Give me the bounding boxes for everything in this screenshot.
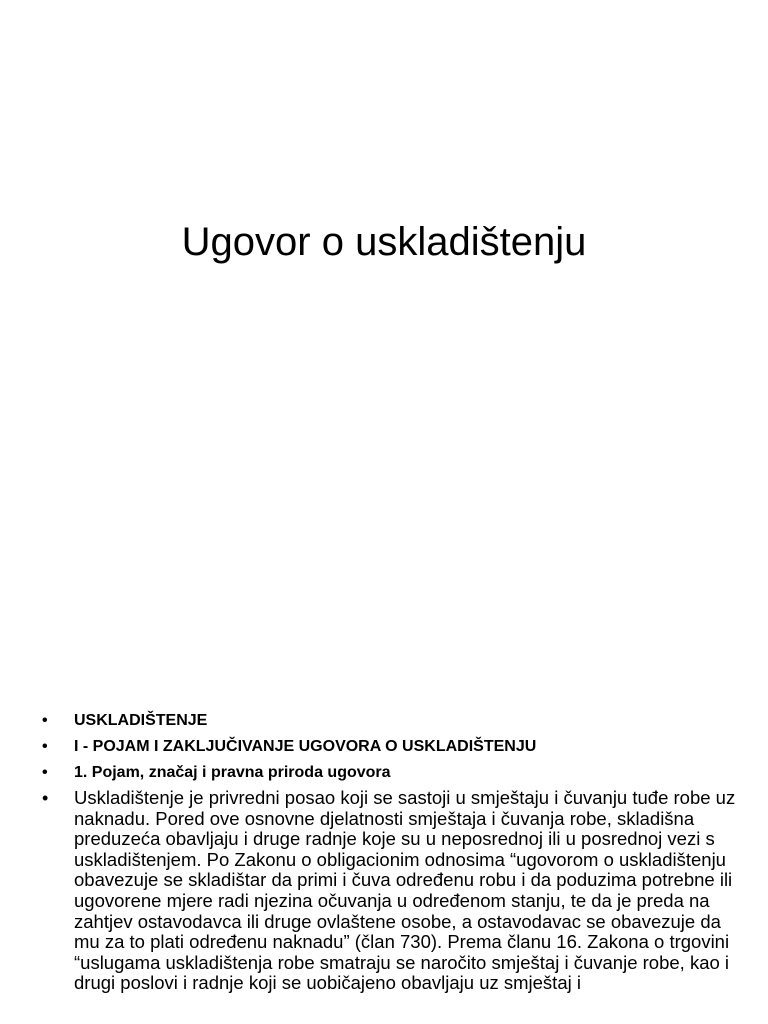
bullet-text: 1. Pojam, značaj i pravna priroda ugovora [74,764,391,781]
bullet-list [40,708,740,994]
bullet-item-subsection [40,760,740,786]
slide-title: Ugovor o uskladištenju [181,220,587,264]
bullet-item-paragraph [40,788,740,994]
bullet-text: USKLADIŠTENJE [74,712,208,729]
bullet-item-section [40,734,740,760]
bullet-text: Uskladištenje je privredni posao koji se sastoji u smještaju i čuvanju tuđe robe uz naknadu. Pored ove osnovne djelatnosti smještaja i čuvanja robe, skladišna preduzeća obavljaju i druge radnje koje su u neposrednoj ili u posrednoj vezi s uskladištenjem. Po Zakonu o obligacionim odnosima “ugovorom o uskladištenju obavezuje se skladištar da primi i čuva određenu robu i da poduzima potrebne ili ugovorene mjere radi njezina očuvanja u određenom stanju, te da je preda na zahtjev ostavodavca ili druge ovlaštene osobe, a ostavodavac se obavezuje da mu za to plati određenu naknadu” (član 730). Prema članu 16. Zakona o trgovini “uslugama uskladištenja robe smatraju se naročito smještaj i čuvanje robe, kao i drugi poslovi i radnje koji se uobičajeno obavljaju uz smještaj i [74,787,736,994]
bullet-marker: • [42,764,48,781]
bullet-item-heading [40,708,740,734]
bullet-marker: • [42,738,48,755]
bullet-marker: • [42,712,48,729]
bullet-marker: • [42,788,49,808]
bullet-text: I - POJAM I ZAKLJUČIVANJE UGOVORA O USKLADIŠTENJU [74,738,537,755]
